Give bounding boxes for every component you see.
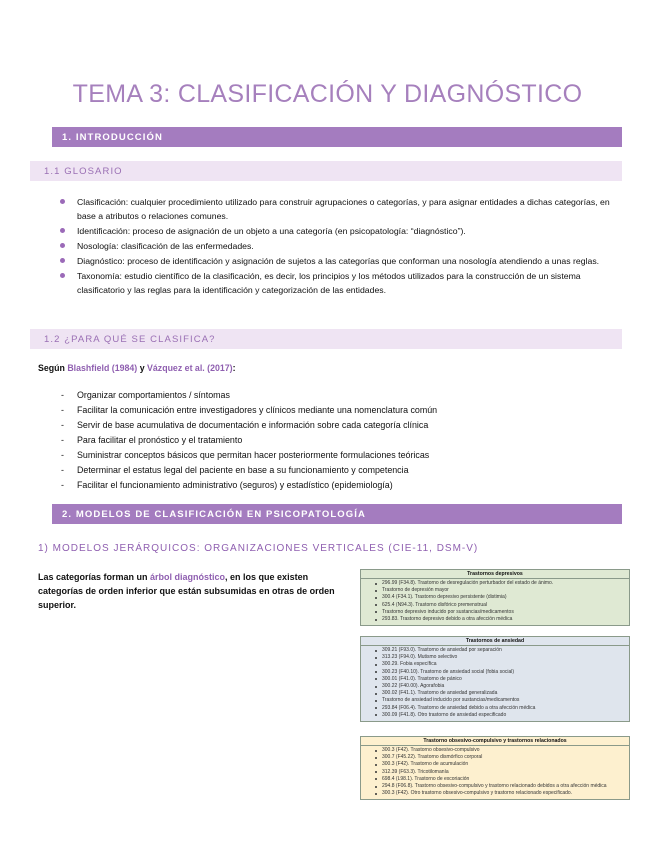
table-item: 300.22 (F40.00). Agorafobia: [375, 683, 629, 690]
source-line: [38, 363, 236, 373]
purpose-item: - Suministrar conceptos básicos que permitan hacer posteriormente formulaciones teóricas: [60, 448, 620, 463]
table-item: 300.23 (F40.10). Trastorno de ansiedad social (fobia social): [375, 669, 629, 676]
hierarchical-paragraph: [38, 570, 353, 612]
table-item: 300.7 (F45.22). Trastorno dismórfico corporal: [375, 754, 629, 761]
table-item: 300.3 (F42). Trastorno de acumulación: [375, 761, 629, 768]
table-item: 300.02 (F41.1). Trastorno de ansiedad generalizada: [375, 690, 629, 697]
subsection-heading-para-que: 1.2 ¿PARA QUÉ SE CLASIFICA?: [30, 329, 622, 349]
table-title: Trastornos depresivos: [361, 570, 629, 579]
glossary-item: Clasificación: cualquier procedimiento utilizado para construir agrupaciones o categorías, y para asignar entidades a dichas categorías, en base a atributos o relaciones comunes.: [60, 195, 615, 223]
source-suffix: :: [232, 363, 236, 373]
paragraph-suffix: , en los que existen categorías de orden inferior que están subsumidas en otras de orden superior.: [38, 572, 335, 610]
subsection-heading-glosario: 1.1 GLOSARIO: [30, 161, 622, 181]
table-item: 300.29. Fobia específica: [375, 661, 629, 668]
arbol-diagnostico-link[interactable]: árbol diagnóstico: [150, 572, 226, 582]
section-heading-modelos: 2. MODELOS DE CLASIFICACIÓN EN PSICOPATOLOGÍA: [52, 504, 622, 524]
table-item: Trastorno de depresión mayor: [375, 587, 629, 594]
table-item: Trastorno depresivo inducido por sustancias/medicamentos: [375, 609, 629, 616]
purpose-item: - Organizar comportamientos / síntomas: [60, 388, 620, 403]
table-trastornos-ansiedad: [360, 636, 630, 722]
table-title: Trastorno obsesivo-compulsivo y trastornos relacionados: [361, 737, 629, 746]
glossary-item: Identificación: proceso de asignación de un objeto a una categoría (en psicopatología: “diagnóstico”).: [60, 224, 615, 238]
table-title: Trastornos de ansiedad: [361, 637, 629, 646]
glossary-item: Taxonomía: estudio científico de la clasificación, es decir, los principios y los métodos utilizados para la construcción de un sistema clasificatorio y las reglas para la identificación y categorización de las entidades.: [60, 269, 615, 297]
reference-link-blashfield[interactable]: Blashfield (1984): [67, 363, 138, 373]
table-item: 300.3 (F42). Otro trastorno obsesivo-compulsivo y trastorno relacionado especificado.: [375, 790, 629, 797]
glossary-item: Nosología: clasificación de las enfermedades.: [60, 239, 615, 253]
section-heading-introduccion: 1. INTRODUCCIÓN: [52, 127, 622, 147]
glossary-list: [60, 195, 615, 298]
table-item: 296.99 (F34.8). Trastorno de desregulación perturbador del estado de ánimo.: [375, 580, 629, 587]
table-item: 300.09 (F41.8). Otro trastorno de ansiedad especificado: [375, 712, 629, 719]
source-prefix: Según: [38, 363, 68, 373]
table-trastorno-obsesivo-compulsivo: [360, 736, 630, 800]
reference-link-vazquez[interactable]: Vázquez et al. (2017): [147, 363, 233, 373]
table-item: 312.39 (F63.3). Tricotilomanía: [375, 769, 629, 776]
purpose-list: [60, 388, 620, 493]
purpose-item: - Servir de base acumulativa de documentación e información sobre cada categoría clínica: [60, 418, 620, 433]
table-item: 294.8 (F06.8). Trastorno obsesivo-compulsivo y trastorno relacionado debidos a otra afección médica: [375, 783, 629, 790]
table-item: 293.83. Trastorno depresivo debido a otra afección médica: [375, 616, 629, 623]
subsection-heading-jerarquicos: 1) MODELOS JERÁRQUICOS: ORGANIZACIONES VERTICALES (CIE-11, DSM-V): [38, 543, 479, 554]
table-trastornos-depresivos: [360, 569, 630, 626]
glossary-item: Diagnóstico: proceso de identificación y asignación de sujetos a las categorías que conforman una nosología atendiendo a unas reglas.: [60, 254, 615, 268]
source-connector: y: [137, 363, 148, 373]
table-item: 625.4 (N94.3). Trastorno disfórico premenstrual: [375, 602, 629, 609]
table-item: 300.4 (F34.1). Trastorno depresivo persistente (distimia): [375, 594, 629, 601]
paragraph-prefix: Las categorías forman un: [38, 572, 151, 582]
purpose-item: - Determinar el estatus legal del paciente en base a su funcionamiento y competencia: [60, 463, 620, 478]
purpose-item: - Facilitar la comunicación entre investigadores y clínicos mediante una nomenclatura común: [60, 403, 620, 418]
purpose-item: - Facilitar el funcionamiento administrativo (seguros) y estadístico (epidemiología): [60, 478, 620, 493]
table-item: 698.4 (L98.1). Trastorno de excoriación: [375, 776, 629, 783]
table-item: Trastorno de ansiedad inducido por sustancias/medicamentos: [375, 697, 629, 704]
table-item: 300.3 (F42). Trastorno obsesivo-compulsivo: [375, 747, 629, 754]
table-item: 293.84 (F06.4). Trastorno de ansiedad debido a otra afección médica: [375, 705, 629, 712]
table-item: 313.23 (F94.0). Mutismo selectivo: [375, 654, 629, 661]
table-item: 300.01 (F41.0). Trastorno de pánico: [375, 676, 629, 683]
purpose-item: - Para facilitar el pronóstico y el tratamiento: [60, 433, 620, 448]
table-item: 309.21 (F93.0). Trastorno de ansiedad por separación: [375, 647, 629, 654]
page-title: TEMA 3: CLASIFICACIÓN Y DIAGNÓSTICO: [72, 80, 583, 108]
